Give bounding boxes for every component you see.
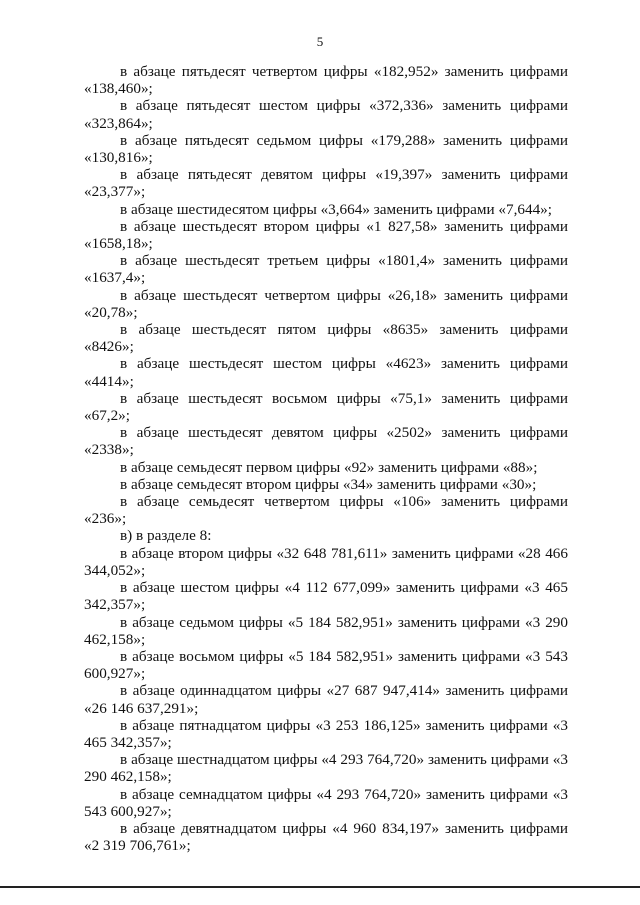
paragraph: в абзаце пятьдесят шестом цифры «372,336» заменить цифрами «323,864»; [84, 97, 568, 132]
paragraph: в абзаце девятнадцатом цифры «4 960 834,197» заменить цифрами «2 319 706,761»; [84, 819, 568, 855]
paragraph: в абзаце восьмом цифры «5 184 582,951» заменить цифрами «3 543 600,927»; [84, 647, 568, 683]
document-body [84, 63, 568, 854]
paragraph: в абзаце шестидесятом цифры «3,664» заменить цифрами «7,644»; [120, 200, 552, 218]
paragraph: в абзаце шестьдесят третьем цифры «1801,4» заменить цифрами «1637,4»; [84, 252, 568, 287]
paragraph: в абзаце шестьдесят девятом цифры «2502» заменить цифрами «2338»; [84, 424, 568, 459]
paragraph: в абзаце седьмом цифры «5 184 582,951» заменить цифрами «3 290 462,158»; [84, 613, 568, 648]
paragraph: в абзаце пятьдесят четвертом цифры «182,952» заменить цифрами «138,460»; [84, 63, 568, 98]
paragraph: в абзаце шестьдесят четвертом цифры «26,18» заменить цифрами «20,78»; [84, 286, 568, 321]
page-number: 5 [316, 34, 324, 49]
bottom-divider [0, 886, 640, 888]
paragraph: в абзаце пятьдесят седьмом цифры «179,288» заменить цифрами «130,816»; [84, 131, 568, 167]
paragraph: в абзаце семнадцатом цифры «4 293 764,720» заменить цифрами «3 543 600,927»; [84, 785, 568, 820]
paragraph: в абзаце шестьдесят втором цифры «1 827,58» заменить цифрами «1658,18»; [84, 217, 568, 253]
paragraph: в абзаце пятнадцатом цифры «3 253 186,125» заменить цифрами «3 465 342,357»; [84, 716, 568, 751]
paragraph: в абзаце одиннадцатом цифры «27 687 947,414» заменить цифрами «26 146 637,291»; [84, 682, 568, 717]
paragraph: в абзаце шестьдесят пятом цифры «8635» заменить цифрами «8426»; [84, 321, 568, 356]
paragraph: в абзаце пятьдесят девятом цифры «19,397» заменить цифрами «23,377»; [84, 166, 568, 201]
paragraph: в абзаце семьдесят втором цифры «34» заменить цифрами «30»; [120, 475, 537, 493]
paragraph: в абзаце шестом цифры «4 112 677,099» заменить цифрами «3 465 342,357»; [84, 579, 568, 614]
section-heading: в) в разделе 8: [120, 527, 212, 545]
paragraph: в абзаце втором цифры «32 648 781,611» заменить цифрами «28 466 344,052»; [84, 544, 568, 579]
paragraph: в абзаце шестьдесят шестом цифры «4623» заменить цифрами «4414»; [84, 355, 568, 390]
paragraph: в абзаце шестьдесят восьмом цифры «75,1» заменить цифрами «67,2»; [84, 389, 568, 425]
paragraph: в абзаце шестнадцатом цифры «4 293 764,720» заменить цифрами «3 290 462,158»; [84, 751, 568, 786]
paragraph: в абзаце семьдесят первом цифры «92» заменить цифрами «88»; [120, 458, 538, 476]
paragraph: в абзаце семьдесят четвертом цифры «106» заменить цифрами «236»; [84, 493, 568, 528]
